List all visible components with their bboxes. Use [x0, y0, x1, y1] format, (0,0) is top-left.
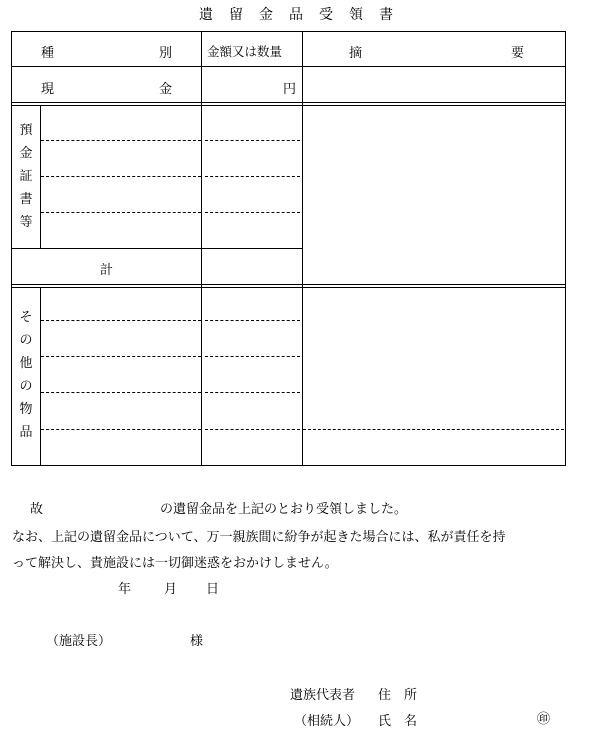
label-char: 預 [19, 123, 33, 138]
header-desc-a: 摘 [349, 46, 363, 61]
date-year: 年 [118, 582, 132, 597]
dashed-row-line [41, 429, 201, 430]
dashed-row-line [205, 176, 300, 177]
dashed-row-line [41, 320, 201, 321]
dashed-row-line [205, 392, 300, 393]
table-rule [11, 105, 565, 106]
label-char: 品 [19, 425, 33, 440]
label-char: そ [19, 310, 33, 325]
deceased-prefix: 故 [30, 502, 44, 517]
dashed-row-line [205, 140, 300, 141]
title-char: 留 [229, 7, 243, 23]
table-rule [11, 248, 302, 249]
title-char: 品 [289, 7, 303, 23]
dashed-row-line [205, 212, 300, 213]
title-char: 領 [349, 7, 363, 23]
facility-head-label: （施設長） [46, 634, 112, 649]
label-char: 金 [19, 146, 33, 161]
table-col-divider [302, 31, 303, 466]
title-char: 書 [379, 7, 393, 23]
dashed-row-line [41, 140, 201, 141]
title-char: 遺 [199, 7, 213, 23]
label-char: 物 [19, 402, 33, 417]
deposit-label [15, 119, 37, 234]
cash-unit: 円 [283, 82, 297, 97]
table-border-right [565, 31, 566, 466]
table-border-bottom [11, 465, 565, 466]
table-rule [11, 66, 565, 67]
label-char: 等 [19, 215, 33, 230]
table-rule [11, 287, 565, 288]
dispute-clause-line2: って解決し、貴施設には一切御迷惑をおかけしません。 [12, 556, 338, 571]
dashed-row-line [41, 356, 201, 357]
other-items-label [15, 306, 37, 444]
dispute-clause-line1: なお、上記の遺留金品について、万一親族間に紛争が起きた場合には、私が責任を持 [12, 530, 506, 545]
table-col-divider [201, 31, 202, 466]
header-type-b: 別 [159, 46, 173, 61]
heir-label: （相続人） [294, 714, 360, 729]
header-desc-b: 要 [511, 46, 525, 61]
document-title [0, 4, 592, 24]
subtotal-label: 計 [100, 263, 114, 278]
date-month: 月 [164, 582, 178, 597]
dashed-row-line [41, 176, 201, 177]
date-day: 日 [206, 582, 220, 597]
header-amount: 金額又は数量 [207, 44, 283, 59]
address-label: 住 所 [378, 688, 418, 703]
label-char: 証 [19, 169, 33, 184]
table-border-left [11, 31, 12, 466]
label-char: 書 [19, 192, 33, 207]
dashed-row-line [205, 356, 300, 357]
dashed-row-line [41, 212, 201, 213]
dashed-row-line [205, 320, 300, 321]
cash-label-a: 現 [41, 82, 55, 97]
table-rule [11, 102, 565, 103]
table-border-top [11, 31, 565, 32]
dashed-row-line [205, 429, 300, 430]
honorific-sama: 様 [190, 634, 204, 649]
table-col-divider [40, 287, 41, 465]
seal-mark: ㊞ [537, 712, 551, 727]
dashed-row-line [303, 429, 564, 430]
label-char: の [19, 333, 33, 348]
table-rule [11, 284, 565, 285]
label-char: 他 [19, 356, 33, 371]
representative-label: 遺族代表者 [290, 688, 356, 703]
title-char: 受 [319, 7, 333, 23]
title-char: 金 [259, 7, 273, 23]
dashed-row-line [41, 392, 201, 393]
cash-label-b: 金 [159, 82, 173, 97]
label-char: の [19, 379, 33, 394]
header-type-a: 種 [41, 46, 55, 61]
receipt-statement: の遺留金品を上記のとおり受領しました。 [160, 502, 408, 517]
name-label: 氏 名 [378, 714, 418, 729]
